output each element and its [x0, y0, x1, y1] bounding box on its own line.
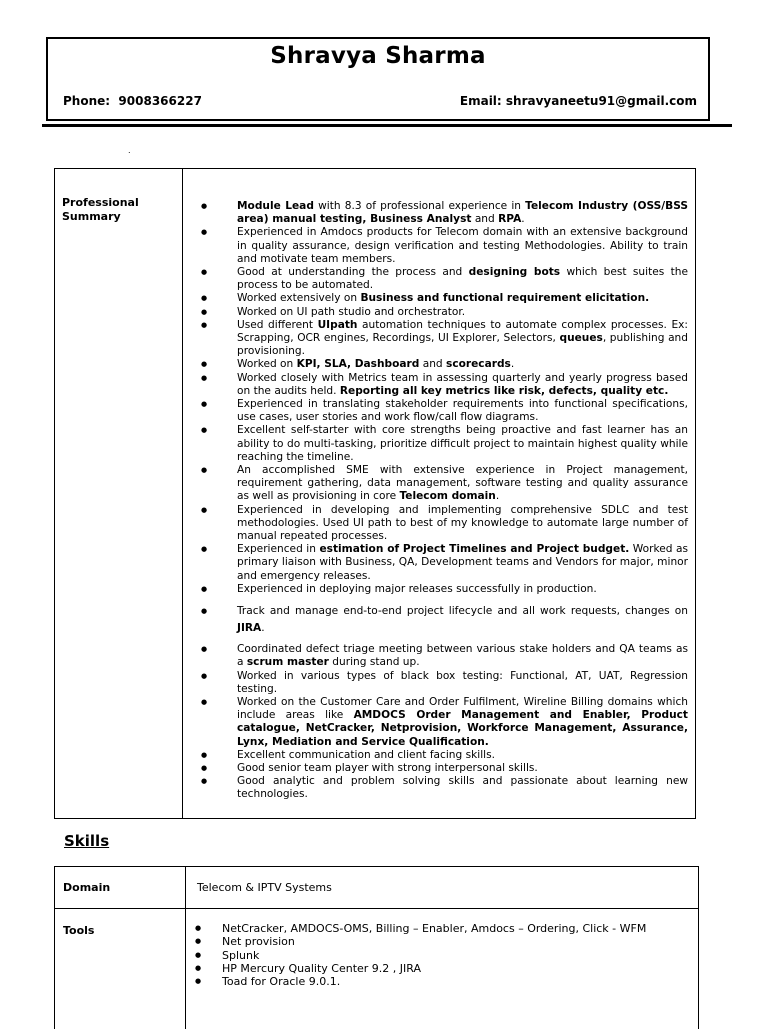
- column-divider: [185, 867, 186, 1029]
- item-text: Experienced in deploying major releases successfully in production.: [237, 582, 597, 595]
- item-text: , publishing and provisioning.: [237, 332, 688, 358]
- summary-list: [201, 200, 688, 802]
- professional-summary-table: [54, 168, 696, 819]
- tool-item: ● Toad for Oracle 9.0.1.: [195, 975, 685, 988]
- emphasis-text: designing bots: [468, 266, 561, 279]
- summary-item: [201, 292, 688, 305]
- item-text: automation techniques to automate complex processes. Ex: Scrapping, OCR engines, Recordings, UI Explorer, Selectors,: [237, 318, 688, 345]
- phone-line: [63, 94, 202, 108]
- item-text: Experienced in developing and implementing comprehensive SDLC and test methodologies. Used UI path to best of my knowledge to automate large number of manual repeated processes.: [237, 503, 688, 543]
- item-text: .: [495, 490, 500, 503]
- emphasis-text: scrum master: [246, 656, 329, 669]
- item-text: Experienced in translating stakeholder requirements into functional specifications, use cases, user stories and work flow/call flow diagrams.: [237, 398, 688, 424]
- summary-item: [201, 583, 688, 596]
- summary-item: [201, 306, 688, 319]
- item-text: Worked on: [237, 358, 297, 371]
- item-text: .: [510, 358, 515, 371]
- item-text: Used different: [237, 318, 318, 331]
- item-text: and: [471, 213, 499, 226]
- item-text: .: [521, 213, 525, 226]
- tool-item: ● NetCracker, AMDOCS-OMS, Billing – Enabler, Amdocs – Ordering, Click - WFM: [195, 922, 685, 935]
- tool-item: ● Net provision: [195, 935, 685, 948]
- item-text: Good at understanding the process and: [237, 266, 469, 279]
- item-text: Experienced in: [237, 543, 320, 556]
- summary-label-line1: Professional: [62, 196, 139, 209]
- item-text: Worked on the Customer Care and Order Fulfilment, Wireline Billing domains which include areas like: [237, 695, 688, 722]
- item-text: Worked closely with Metrics team in assessing quarterly and yearly progress based on the audits held.: [237, 371, 688, 397]
- item-text: Worked extensively on: [237, 292, 361, 305]
- emphasis-text: queues: [559, 332, 603, 345]
- item-text: Worked in various types of black box testing: Functional, AT, UAT, Regression testing.: [237, 669, 688, 695]
- item-text: Excellent self-starter with core strengths being proactive and fast learner has an ability to do multi-tasking, prioritize difficult project to maintain highest quality while reaching the timeline.: [237, 424, 688, 463]
- item-text: with 8.3 of professional experience in: [313, 200, 526, 212]
- summary-item: [201, 762, 688, 775]
- emphasis-text: Business and functional requirement elicitation.: [360, 292, 650, 305]
- item-text: .: [261, 622, 265, 635]
- skills-table: [54, 866, 699, 1029]
- emphasis-text: Telecom domain: [399, 490, 496, 503]
- emphasis-text: estimation of Project Timelines and Project budget.: [319, 543, 630, 556]
- emphasis-text: KPI, SLA, Dashboard: [296, 358, 420, 371]
- summary-item: [201, 319, 688, 359]
- email-address: shravyaneetu91@gmail.com: [505, 94, 697, 108]
- item-text: Experienced in Amdocs products for Telecom domain with an extensive background in quality assurance, design verification and testing Methodologies. Ability to train and motivate team members.: [237, 226, 688, 265]
- summary-item: [201, 200, 688, 226]
- item-text: Good analytic and problem solving skills and passionate about learning new technologies.: [237, 775, 688, 801]
- summary-item: [201, 226, 688, 266]
- column-divider: [182, 169, 183, 818]
- summary-item: [201, 358, 688, 371]
- summary-item: [201, 398, 688, 424]
- summary-item: [201, 775, 688, 801]
- item-text: Track and manage end-to-end project lifecycle and all work requests, changes on: [237, 605, 688, 618]
- emphasis-text: UIpath: [317, 318, 358, 331]
- item-text: Excellent communication and client facing skills.: [237, 748, 495, 761]
- skills-heading: Skills: [64, 832, 110, 850]
- tool-item: ● Splunk: [195, 949, 685, 962]
- item-text: which best suites the process to be automated.: [237, 266, 688, 292]
- domain-label: Domain: [63, 881, 111, 894]
- tool-item: ● HP Mercury Quality Center 9.2 , JIRA: [195, 962, 685, 975]
- phone-label: Phone:: [63, 94, 111, 108]
- emphasis-text: JIRA: [237, 622, 262, 635]
- domain-value: Telecom & IPTV Systems: [197, 881, 332, 894]
- summary-item: [201, 696, 688, 749]
- emphasis-text: Telecom Industry (OSS/BSS area) manual testing, Business Analyst: [237, 200, 689, 226]
- emphasis-text: Module Lead: [237, 200, 314, 212]
- summary-label-line2: Summary: [62, 210, 121, 223]
- email-line: [460, 94, 697, 108]
- summary-item: [201, 372, 688, 398]
- item-text: Coordinated defect triage meeting between various stake holders and QA teams as a: [237, 643, 688, 669]
- stray-mark: .: [128, 146, 131, 155]
- tools-label: Tools: [63, 924, 95, 937]
- item-text: during stand up.: [328, 656, 420, 669]
- header-underline: [42, 124, 732, 127]
- summary-item: [201, 603, 688, 637]
- row-divider: [55, 908, 698, 909]
- phone-number: 9008366227: [118, 94, 202, 108]
- summary-item: [201, 464, 688, 504]
- emphasis-text: Reporting all key metrics like risk, defects, quality etc.: [339, 384, 669, 397]
- item-text: Good senior team player with strong interpersonal skills.: [237, 761, 538, 774]
- item-text: An accomplished SME with extensive experience in Project management, requirement gathering, data management, software testing and quality assurance as well as provisioning in core: [237, 464, 688, 503]
- summary-item: [201, 670, 688, 696]
- summary-item: [201, 266, 688, 292]
- resume-header: [46, 37, 710, 121]
- emphasis-text: AMDOCS Order Management and Enabler, Product catalogue, NetCracker, Netprovision, Workforce Management, Assurance, Lynx, Mediation and Service Qualification.: [237, 709, 688, 748]
- item-text: Worked on UI path studio and orchestrator.: [237, 305, 466, 318]
- email-label: Email:: [459, 94, 502, 108]
- tools-list: [195, 922, 685, 988]
- summary-item: [201, 504, 688, 544]
- item-text: Worked as primary liaison with Business, QA, Development teams and Vendors for major, minor and emergency releases.: [237, 543, 689, 582]
- summary-item: [201, 749, 688, 762]
- summary-item: [201, 543, 688, 583]
- summary-item: [201, 643, 688, 669]
- item-text: and: [419, 358, 447, 371]
- summary-item: [201, 424, 688, 464]
- emphasis-text: scorecards: [446, 358, 511, 371]
- candidate-name: Shravya Sharma: [270, 43, 486, 69]
- summary-label: [62, 196, 172, 224]
- emphasis-text: RPA: [498, 213, 522, 226]
